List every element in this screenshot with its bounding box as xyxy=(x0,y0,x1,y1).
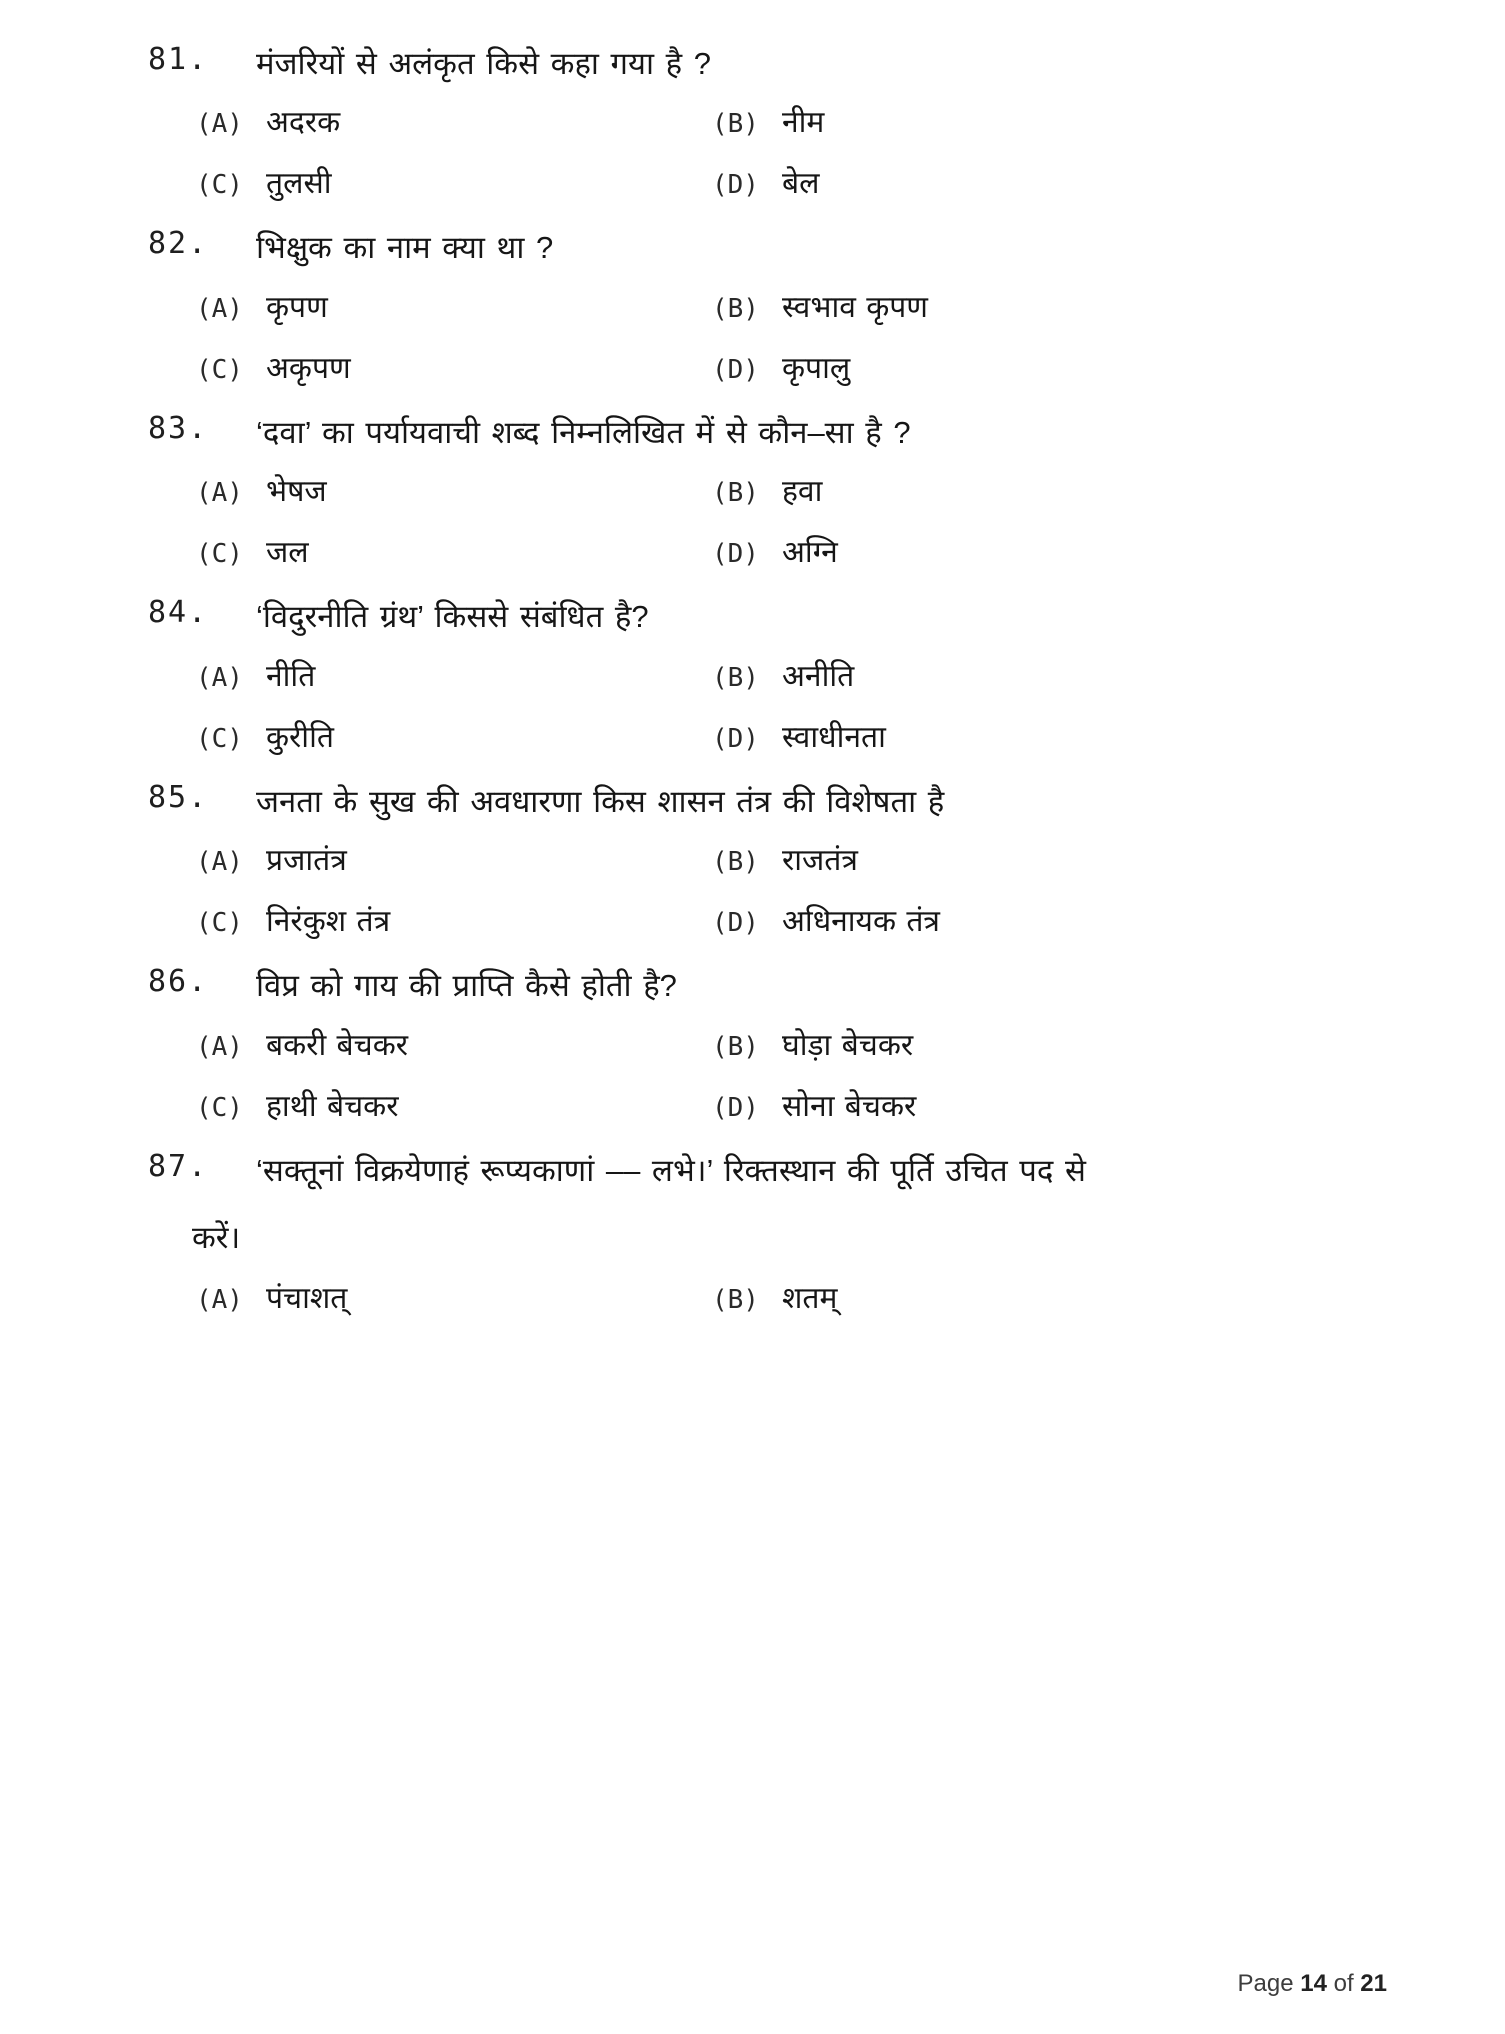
option-text: अदरक xyxy=(266,106,341,140)
option-text: भेषज xyxy=(266,475,327,509)
option-label: (B) xyxy=(712,1284,759,1315)
option-label: (C) xyxy=(196,1092,243,1123)
question-number: 83. xyxy=(148,410,209,446)
option-label: (B) xyxy=(712,662,759,693)
option-b[interactable] xyxy=(712,838,1348,879)
option-a[interactable] xyxy=(196,285,712,326)
question-number: 86. xyxy=(148,964,209,1000)
option-group xyxy=(196,838,1348,940)
option-label: (A) xyxy=(196,478,243,509)
option-label: (B) xyxy=(712,478,759,509)
option-row xyxy=(196,654,1348,695)
option-c[interactable] xyxy=(196,161,712,202)
question-block xyxy=(148,956,1348,1124)
option-b[interactable] xyxy=(712,285,1348,326)
footer-current-page: 14 xyxy=(1300,1970,1327,1997)
option-label: (B) xyxy=(712,293,759,324)
option-b[interactable] xyxy=(712,654,1348,695)
option-group xyxy=(196,654,1348,756)
option-label: (C) xyxy=(196,908,243,939)
option-a[interactable] xyxy=(196,1276,712,1317)
question-number: 81. xyxy=(148,42,209,77)
option-label: (D) xyxy=(712,908,759,939)
question-heading xyxy=(148,403,1348,463)
option-label: (A) xyxy=(196,847,243,878)
option-text: कृपालु xyxy=(782,351,851,385)
option-row xyxy=(196,1084,1348,1125)
option-a[interactable] xyxy=(196,1023,712,1064)
footer-page-label: Page xyxy=(1237,1970,1294,1997)
option-text: बकरी बेचकर xyxy=(266,1028,409,1062)
question-heading xyxy=(148,956,1348,1016)
question-block xyxy=(148,218,1348,386)
page-footer xyxy=(1238,1970,1388,1998)
option-text: नीम xyxy=(782,106,825,140)
option-b[interactable] xyxy=(712,469,1348,510)
question-number: 85. xyxy=(148,779,209,815)
option-label: (B) xyxy=(712,1031,759,1062)
option-text: पंचाशत् xyxy=(266,1281,348,1315)
option-text: शतम् xyxy=(782,1281,838,1315)
question-heading xyxy=(148,587,1348,647)
question-block xyxy=(148,34,1348,202)
option-label: (C) xyxy=(196,539,243,570)
option-b[interactable] xyxy=(712,1276,1348,1317)
option-text: स्वभाव कृपण xyxy=(782,290,928,324)
option-c[interactable] xyxy=(196,715,712,756)
question-text: जनता के सुख की अवधारणा किस शासन तंत्र की विशेषता है xyxy=(256,783,945,819)
option-row xyxy=(196,1276,1348,1317)
option-label: (A) xyxy=(196,662,243,693)
question-block xyxy=(148,587,1348,755)
option-group xyxy=(196,100,1348,202)
option-text: हवा xyxy=(782,475,823,509)
option-label: (D) xyxy=(712,170,759,201)
option-text: कृपण xyxy=(266,290,328,324)
question-number: 82. xyxy=(148,226,209,262)
option-a[interactable] xyxy=(196,469,712,510)
option-label: (D) xyxy=(712,539,759,570)
question-text: ‘सक्तूनां विक्रयेणाहं रूप्यकाणां –– लभे।’ रिक्तस्थान की पूर्ति उचित पद से xyxy=(256,1152,1086,1188)
question-text: ‘विदुरनीति ग्रंथ’ किससे संबंधित है? xyxy=(256,599,649,635)
option-label: (A) xyxy=(196,1284,243,1315)
option-label: (D) xyxy=(712,723,759,754)
option-b[interactable] xyxy=(712,1023,1348,1064)
option-row xyxy=(196,285,1348,326)
option-text: हाथी बेचकर xyxy=(266,1089,399,1123)
question-text: भिक्षुक का नाम क्या था ? xyxy=(256,230,554,266)
option-text: अनीति xyxy=(782,659,855,693)
option-label: (B) xyxy=(712,109,759,140)
question-number: 84. xyxy=(148,595,209,631)
option-text: अग्नि xyxy=(782,536,838,570)
option-label: (D) xyxy=(712,1092,759,1123)
option-text: निरंकुश तंत्र xyxy=(266,905,391,939)
option-a[interactable] xyxy=(196,100,712,141)
option-label: (C) xyxy=(196,723,243,754)
question-text: ‘दवा’ का पर्यायवाची शब्द निम्नलिखित में से कौन–सा है ? xyxy=(256,414,911,450)
option-text: नीति xyxy=(266,659,316,693)
option-group xyxy=(196,285,1348,387)
question-text-continuation: करें। xyxy=(192,1220,241,1256)
option-row xyxy=(196,838,1348,879)
option-text: कुरीति xyxy=(266,720,334,754)
option-d[interactable] xyxy=(712,715,1348,756)
option-label: (D) xyxy=(712,354,759,385)
option-row xyxy=(196,715,1348,756)
option-text: राजतंत्र xyxy=(782,844,858,878)
option-d[interactable] xyxy=(712,346,1348,387)
option-c[interactable] xyxy=(196,530,712,571)
option-row xyxy=(196,161,1348,202)
option-label: (B) xyxy=(712,847,759,878)
option-text: सोना बेचकर xyxy=(782,1089,917,1123)
footer-separator: of xyxy=(1333,1970,1354,1997)
option-d[interactable] xyxy=(712,161,1348,202)
footer-total-pages: 21 xyxy=(1360,1970,1387,1997)
question-block xyxy=(148,1141,1348,1317)
question-text: मंजरियों से अलंकृत किसे कहा गया है ? xyxy=(256,46,711,81)
option-row xyxy=(196,100,1348,141)
option-row xyxy=(196,530,1348,571)
option-a[interactable] xyxy=(196,838,712,879)
option-a[interactable] xyxy=(196,654,712,695)
option-b[interactable] xyxy=(712,100,1348,141)
question-block xyxy=(148,403,1348,571)
option-label: (A) xyxy=(196,109,243,140)
question-text: विप्र को गाय की प्राप्ति कैसे होती है? xyxy=(256,968,677,1004)
option-label: (C) xyxy=(196,354,243,385)
question-heading xyxy=(148,1141,1348,1201)
option-label: (C) xyxy=(196,170,243,201)
option-row xyxy=(196,1023,1348,1064)
option-text: तुलसी xyxy=(266,167,332,201)
option-row xyxy=(196,899,1348,940)
option-label: (A) xyxy=(196,1031,243,1062)
option-text: प्रजातंत्र xyxy=(266,844,347,878)
question-heading xyxy=(148,772,1348,832)
option-d[interactable] xyxy=(712,899,1348,940)
question-block xyxy=(148,772,1348,940)
option-row xyxy=(196,469,1348,510)
question-heading xyxy=(148,34,1348,94)
option-text: अकृपण xyxy=(266,351,351,385)
question-heading xyxy=(148,218,1348,278)
option-group xyxy=(196,1023,1348,1125)
option-group xyxy=(196,469,1348,571)
option-text: घोड़ा बेचकर xyxy=(782,1028,914,1062)
option-d[interactable] xyxy=(712,530,1348,571)
option-c[interactable] xyxy=(196,899,712,940)
option-text: बेल xyxy=(782,167,820,201)
option-label: (A) xyxy=(196,293,243,324)
question-list xyxy=(148,34,1348,1333)
option-group xyxy=(196,1276,1348,1317)
option-row xyxy=(196,346,1348,387)
option-text: जल xyxy=(266,536,309,570)
option-text: अधिनायक तंत्र xyxy=(782,905,940,939)
question-number: 87. xyxy=(148,1148,209,1184)
option-d[interactable] xyxy=(712,1084,1348,1125)
option-text: स्वाधीनता xyxy=(782,720,886,754)
option-c[interactable] xyxy=(196,346,712,387)
option-c[interactable] xyxy=(196,1084,712,1125)
